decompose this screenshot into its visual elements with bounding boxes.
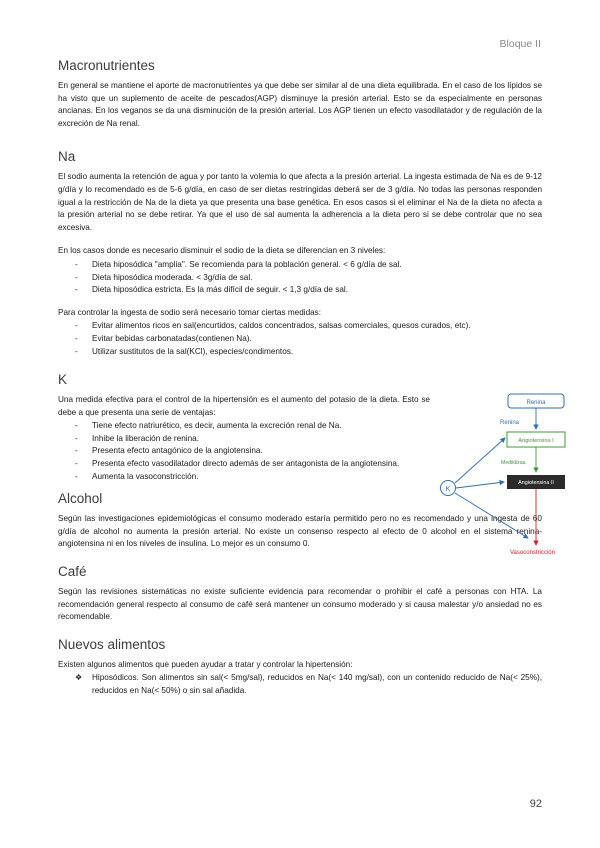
list-nuevos bbox=[58, 672, 542, 697]
list-item: - Presenta efecto vasodilatador directo además de ser antagonista de la angiotensina. bbox=[75, 459, 400, 469]
list-item: - Evitar bebidas carbonatadas(contienen Na). bbox=[75, 333, 252, 343]
renin-angiotensin-diagram bbox=[432, 392, 572, 562]
document-body bbox=[58, 58, 542, 698]
page-number: 92 bbox=[529, 798, 542, 810]
list-item: - Tiene efecto natriurético, es decir, aumenta la excreción renal de Na. bbox=[75, 421, 342, 431]
mid-enzyme-label: Mediklizaa bbox=[501, 460, 526, 466]
arrow-k-vaso bbox=[455, 493, 528, 538]
heading-cafe: Café bbox=[58, 564, 87, 580]
paragraph-na-1: El sodio aumenta la retención de agua y por tanto la volemia lo que afecta a la presión arterial. La ingesta estimada de Na es de 9-12 g/día y lo recomendado es de 5-6 g/día, en caso de ser dietas restringidas deberá ser de 3 g/día. No todas las personas responden igual a la restricción de Na de la dieta ya que presenta una base genética. En esos casos si el eliminar el Na de la dieta no afecta a la presión arterial no se debe retirar. Ya que el uso de sal aumenta la adherencia a la dieta pero si se debe controlar que no sea excesiva. bbox=[58, 172, 542, 232]
list-item: - Aumenta la vasoconstricción. bbox=[75, 471, 199, 481]
paragraph-alcohol: Según las investigaciones epidemiológicas el consumo moderado estaría permitido pero no es recomendado y una ingesta de 60 g/día de alcohol no aumenta la presión arterial. No existe un consenso respecto al efecto de 0 alcohol en el sistema renina-angiotensina ni en los niveles de insulina. Lo mejor es un consumo 0. bbox=[58, 514, 542, 549]
heading-na: Na bbox=[58, 149, 76, 165]
angiotensina-i-label: Angiotensina I bbox=[518, 438, 554, 444]
arrow-k-renina bbox=[455, 438, 505, 483]
paragraph-na-3: Para controlar la ingesta de sodio será necesario tomar ciertas medidas: bbox=[58, 307, 322, 317]
list-dieta-levels bbox=[58, 259, 542, 297]
heading-alcohol: Alcohol bbox=[58, 491, 103, 507]
k-node-label: K bbox=[445, 486, 451, 493]
paragraph-macronutrientes: En general se mantiene el aporte de macronutrientes ya que debe ser similar al de una dieta equilibrada. En el caso de los lípidos se ha visto que un suplemento de aceite de pescados(AGP) disminuye la presión arterial. Esto se da especialmente en personas ancianas. En los veganos se da una disminución de la presión arterial. Los AGP tienen un efecto vasodilatador y de regulación de la excreción de Na renal. bbox=[58, 81, 542, 128]
list-item: - Dieta hiposódica estricta. Es la más difícil de seguir. < 1,3 g/día de sal. bbox=[75, 285, 348, 295]
list-medidas bbox=[58, 320, 542, 358]
paragraph-k: Una medida efectiva para el control de la hipertensión es el aumento del potasio de la dieta. Esto se debe a que presenta una serie de ventajas: bbox=[58, 395, 430, 417]
list-item: - Dieta hiposódica "amplia". Se recomienda para la población general. < 6 g/día de sal. bbox=[75, 259, 402, 269]
header-section-label: Bloque II bbox=[499, 38, 541, 50]
heading-macronutrientes: Macronutrientes bbox=[58, 58, 155, 73]
arrow-k-angii bbox=[456, 482, 504, 488]
list-k-ventajas bbox=[58, 420, 430, 483]
list-item: - Inhibe la liberación de renina. bbox=[75, 433, 199, 443]
renina-box-label: Renina bbox=[526, 400, 546, 406]
paragraph-cafe: Según las revisiones sistemáticas no existe suficiente evidencia para recomendar o prohibir el café a personas con HTA. La recomendación general respecto al consumo de café será mantener un consumo moderado y si causa malestar y/o ansiedad no es recomendable. bbox=[58, 587, 542, 622]
vasoconstriccion-label: Vasoconstricción bbox=[510, 550, 555, 556]
list-item: - Dieta hiposódica moderada. < 3g/día de sal. bbox=[75, 272, 253, 282]
heading-nuevos-alimentos: Nuevos alimentos bbox=[58, 636, 166, 652]
list-item: - Utilizar sustitutos de la sal(KCl), especies/condimentos. bbox=[75, 346, 294, 356]
heading-k: K bbox=[58, 372, 68, 388]
list-item: - Presenta efecto antagónico de la angiotensina. bbox=[75, 446, 263, 456]
list-item: - Evitar alimentos ricos en sal(encurtidos, caldos concentrados, salsas comerciales, quesos curados, etc). bbox=[75, 321, 471, 331]
paragraph-nuevos: Existen algunos alimentos que pueden ayudar a tratar y controlar la hipertensión: bbox=[58, 659, 353, 669]
paragraph-na-2: En los casos donde es necesario disminuir el sodio de la dieta se diferencian en 3 niveles: bbox=[58, 246, 386, 256]
list-item: ❖ Hiposódicos. Son alimentos sin sal(< 5mg/sal), reducidos en Na(< 140 mg/sal), con un contenido reducido de Na(< 25%), reducidos en Na(< 50%) o sin sal añadida. bbox=[75, 673, 542, 695]
renina-enzyme-label: Renina bbox=[500, 420, 520, 426]
angiotensina-ii-label: Angiotensina II bbox=[518, 480, 554, 486]
